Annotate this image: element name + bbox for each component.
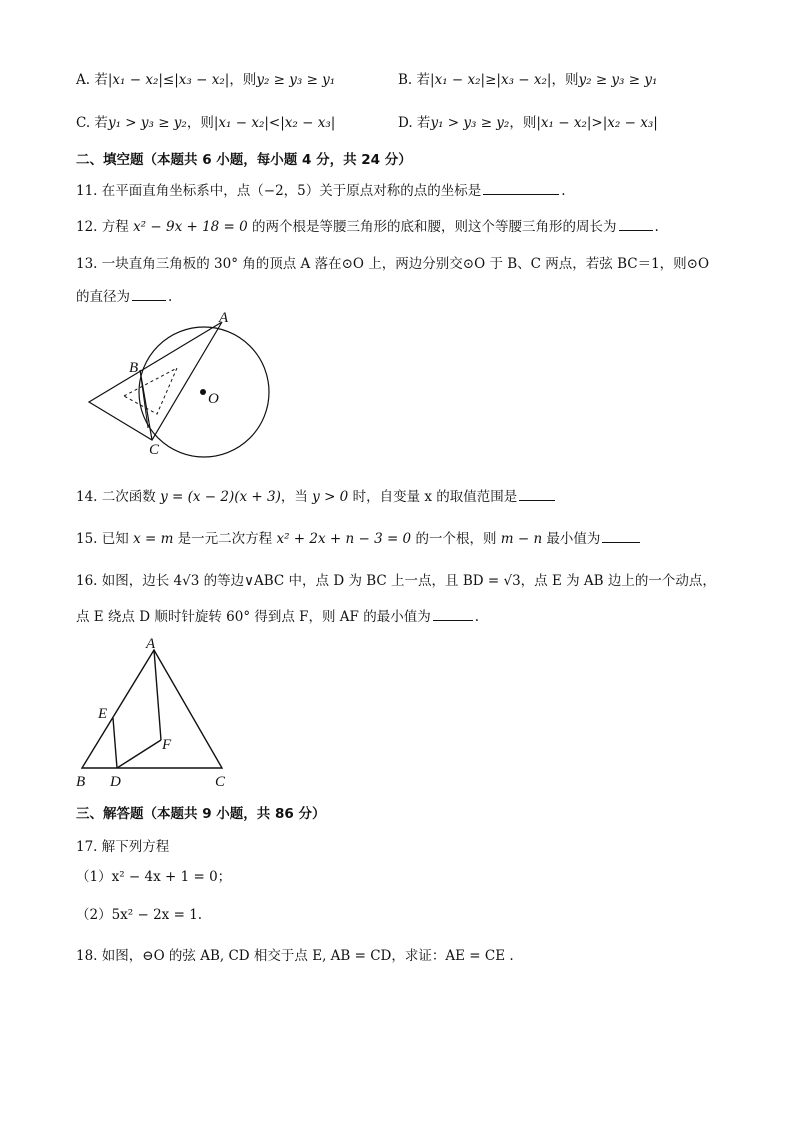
section-3-title: 三、解答题（本题共 9 小题，共 86 分） [76,806,326,822]
segment-df [117,740,161,768]
option-b: B. 若|x₁ − x₂|≥|x₃ − x₂|，则y₂ ≥ y₃ ≥ y₁ [398,72,658,88]
question-13-line2: 的直径为 . [76,289,173,305]
figure-16 [70,630,250,790]
question-15: 15. 已知 x = m 是一元二次方程 x² + 2x + n − 3 = 0 的一个根，则 m − n 最小值为 [76,527,642,547]
question-17-title: 17. 解下列方程 [76,839,170,855]
question-12: 12. 方程 x² − 9x + 18 = 0 的两个根是等腰三角形的底和腰，则这个等腰三角形的周长为 . [76,219,659,235]
question-13-line1: 13. 一块直角三角板的 30° 角的顶点 A 落在⊙O 上，两边分别交⊙O 于 B、C 两点，若弦 BC＝1，则⊙O [76,256,710,272]
question-16-line1: 16. 如图，边长 4√3 的等边∨ABC 中，点 D 为 BC 上一点，且 BD = √3，点 E 为 AB 边上的一个动点， [76,573,716,589]
label-a: A [219,310,229,326]
segment-af [154,650,161,740]
section-2-title: 二、填空题（本题共 6 小题，每小题 4 分，共 24 分） [76,152,412,168]
label-c: C [149,442,160,458]
label-o: O [208,391,219,407]
question-11: 11. 在平面直角坐标系中，点（−2，5）关于原点对称的点的坐标是 . [76,183,566,199]
triangle-ruler [89,322,222,440]
label-b: B [76,774,86,790]
question-17-part1: （1）x² − 4x + 1 = 0； [76,869,232,885]
question-17-part2: （2）5x² − 2x = 1. [76,907,203,923]
figure-13 [82,310,282,460]
label-b: B [129,360,139,376]
segment-ed [113,718,117,768]
option-a: A. 若|x₁ − x₂|≤|x₃ − x₂|，则y₂ ≥ y₃ ≥ y₁ [76,72,336,88]
label-f: F [162,737,172,753]
label-a: A [146,636,156,652]
label-d: D [110,774,121,790]
option-c: C. 若y₁ > y₃ ≥ y₂，则|x₁ − x₂|<|x₂ − x₃| [76,115,336,131]
label-e: E [98,706,108,722]
center-o-dot [200,389,206,395]
question-14: 14. 二次函数 y = (x − 2)(x + 3)，当 y > 0 时，自变量 x 的取值范围是 [76,485,557,505]
option-d: D. 若y₁ > y₃ ≥ y₂，则|x₁ − x₂|>|x₂ − x₃| [398,115,658,131]
label-c: C [215,774,226,790]
question-16-line2: 点 E 绕点 D 顺时针旋转 60° 得到点 F，则 AF 的最小值为 . [76,609,480,625]
question-18: 18. 如图，⊖O 的弦 AB, CD 相交于点 E, AB = CD，求证：AE = CE . [76,948,514,964]
